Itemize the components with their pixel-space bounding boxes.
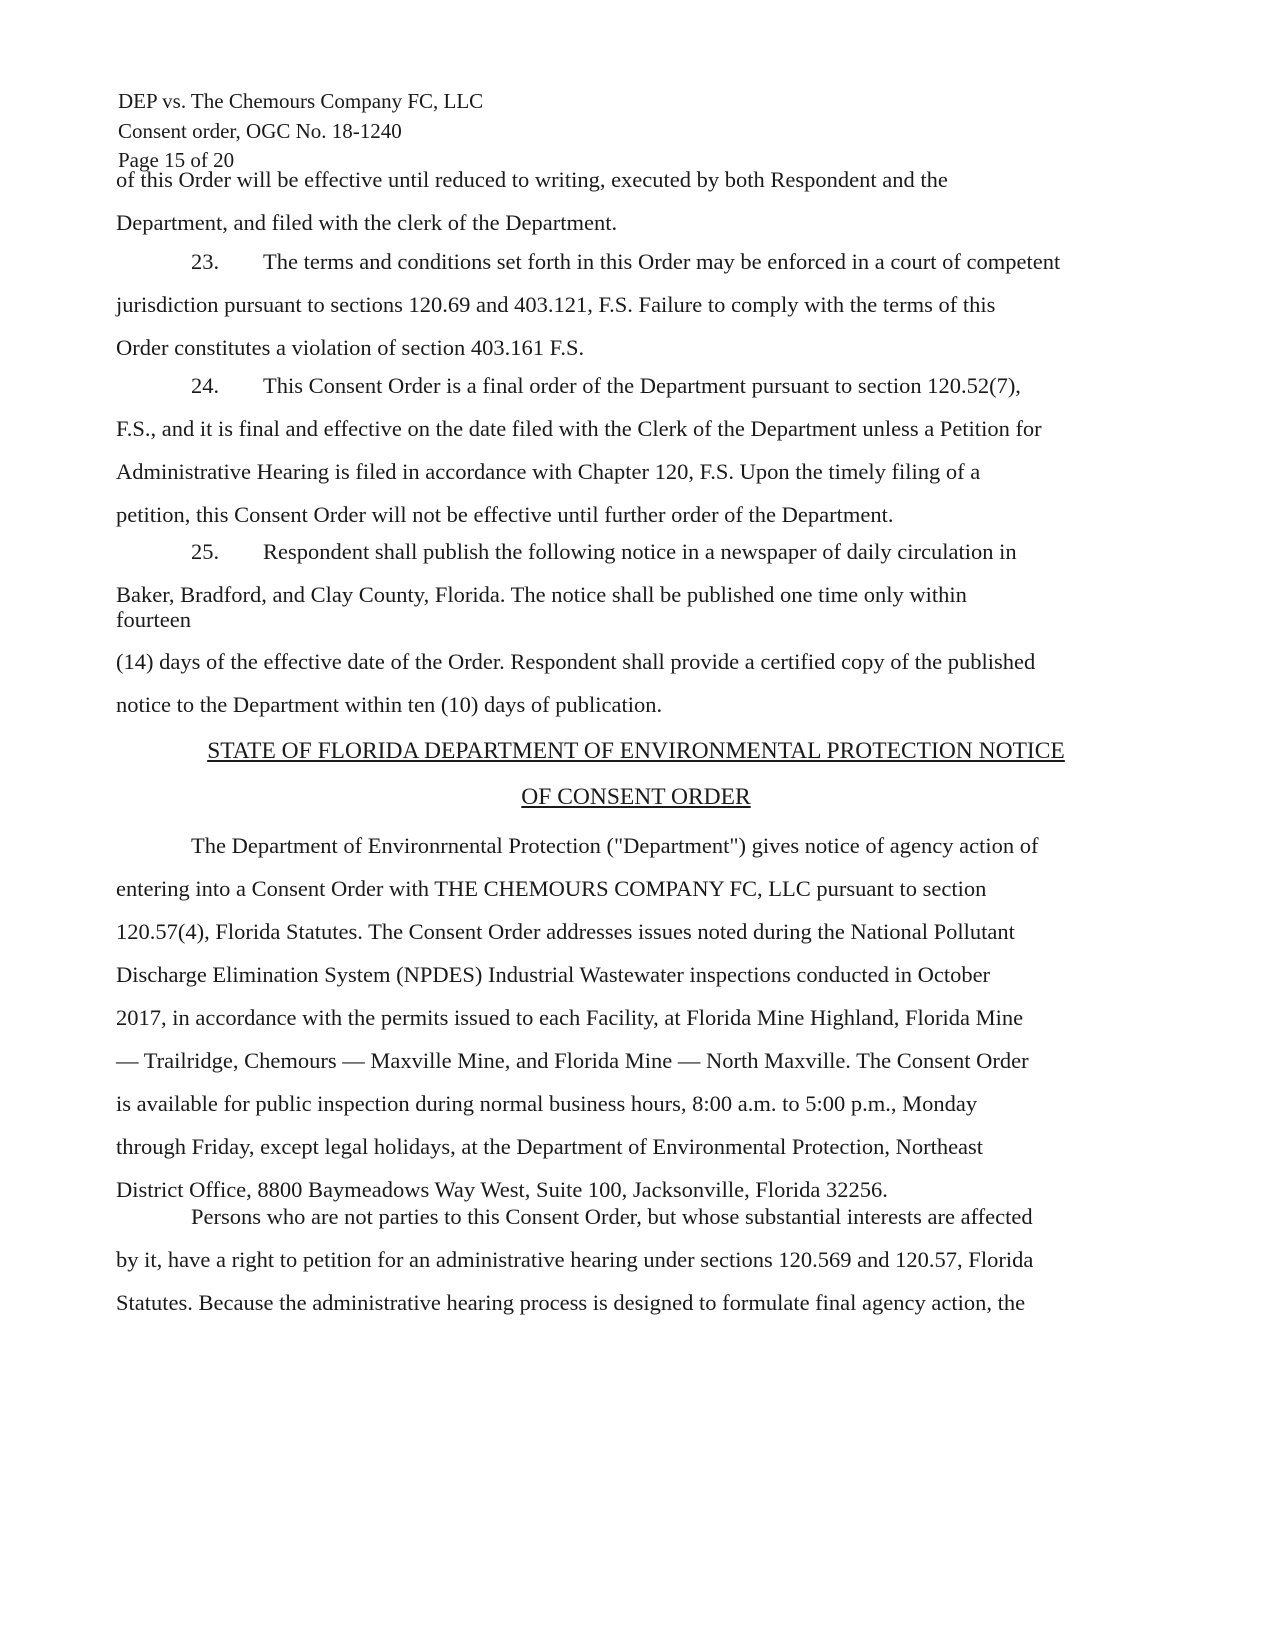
text-line: Order constitutes a violation of section 403.161 F.S. [116, 335, 585, 360]
text-line: fourteen [116, 607, 191, 632]
text-line: The terms and conditions set forth in this Order may be enforced in a court of competent [263, 249, 1061, 274]
text-line: Respondent shall publish the following notice in a newspaper of daily circulation in [263, 539, 1017, 564]
paragraph-23 [116, 240, 1156, 369]
text-line: 120.57(4), Florida Statutes. The Consent Order addresses issues noted during the National Pollutant [116, 919, 1015, 944]
text-line: This Consent Order is a final order of the Department pursuant to section 120.52(7), [263, 373, 1021, 398]
text-line: F.S., and it is final and effective on the date filed with the Clerk of the Department unless a Petition for [116, 416, 1042, 441]
text-line: Baker, Bradford, and Clay County, Florida. The notice shall be published one time only within [116, 582, 967, 607]
text-line: of this Order will be effective until reduced to writing, executed by both Respondent and the [116, 167, 948, 192]
text-line: (14) days of the effective date of the Order. Respondent shall provide a certified copy of the published [116, 649, 1036, 674]
paragraph-25 [116, 530, 1156, 726]
case-caption: DEP vs. The Chemours Company FC, LLC [118, 89, 484, 113]
text-line: is available for public inspection during normal business hours, 8:00 a.m. to 5:00 p.m., Monday [116, 1091, 978, 1116]
text-line: through Friday, except legal holidays, at the Department of Environmental Protection, Northeast [116, 1134, 984, 1159]
notice-paragraph-2 [116, 1195, 1156, 1324]
paragraph-24 [116, 364, 1156, 536]
text-line: notice to the Department within ten (10) days of publication. [116, 692, 663, 717]
paragraph-number: 23. [191, 249, 220, 274]
text-line: Discharge Elimination System (NPDES) Industrial Wastewater inspections conducted in October [116, 962, 991, 987]
text-line: jurisdiction pursuant to sections 120.69 and 403.121, F.S. Failure to comply with the terms of this [116, 292, 996, 317]
heading-line: STATE OF FLORIDA DEPARTMENT OF ENVIRONMENTAL PROTECTION NOTICE [207, 738, 1065, 764]
text-line: Administrative Hearing is filed in accordance with Chapter 120, F.S. Upon the timely filing of a [116, 459, 981, 484]
heading-line: OF CONSENT ORDER [521, 784, 751, 810]
text-line: Department, and filed with the clerk of the Department. [116, 210, 618, 235]
paragraph-number: 24. [191, 373, 220, 398]
text-line: by it, have a right to petition for an administrative hearing under sections 120.569 and 120.57, Florida [116, 1247, 1034, 1272]
notice-heading [116, 728, 1156, 820]
text-line: District Office, 8800 Baymeadows Way West, Suite 100, Jacksonville, Florida 32256. [116, 1177, 888, 1202]
text-line: The Department of Environrnental Protection ("Department") gives notice of agency action of [191, 833, 1039, 858]
text-line: Statutes. Because the administrative hearing process is designed to formulate final agency action, the [116, 1290, 1026, 1315]
paragraph-number: 25. [191, 539, 220, 564]
text-line: — Trailridge, Chemours — Maxville Mine, and Florida Mine — North Maxville. The Consent Order [116, 1048, 1029, 1073]
text-line: Persons who are not parties to this Consent Order, but whose substantial interests are affected [191, 1204, 1033, 1229]
text-line: entering into a Consent Order with THE CHEMOURS COMPANY FC, LLC pursuant to section [116, 876, 987, 901]
text-line: 2017, in accordance with the permits issued to each Facility, at Florida Mine Highland, Florida Mine [116, 1005, 1024, 1030]
page-number: Page 15 of 20 [118, 148, 235, 172]
continued-paragraph [116, 158, 1156, 244]
text-line: petition, this Consent Order will not be effective until further order of the Department. [116, 502, 894, 527]
notice-paragraph-1 [116, 824, 1156, 1211]
order-number: Consent order, OGC No. 18-1240 [118, 119, 402, 143]
